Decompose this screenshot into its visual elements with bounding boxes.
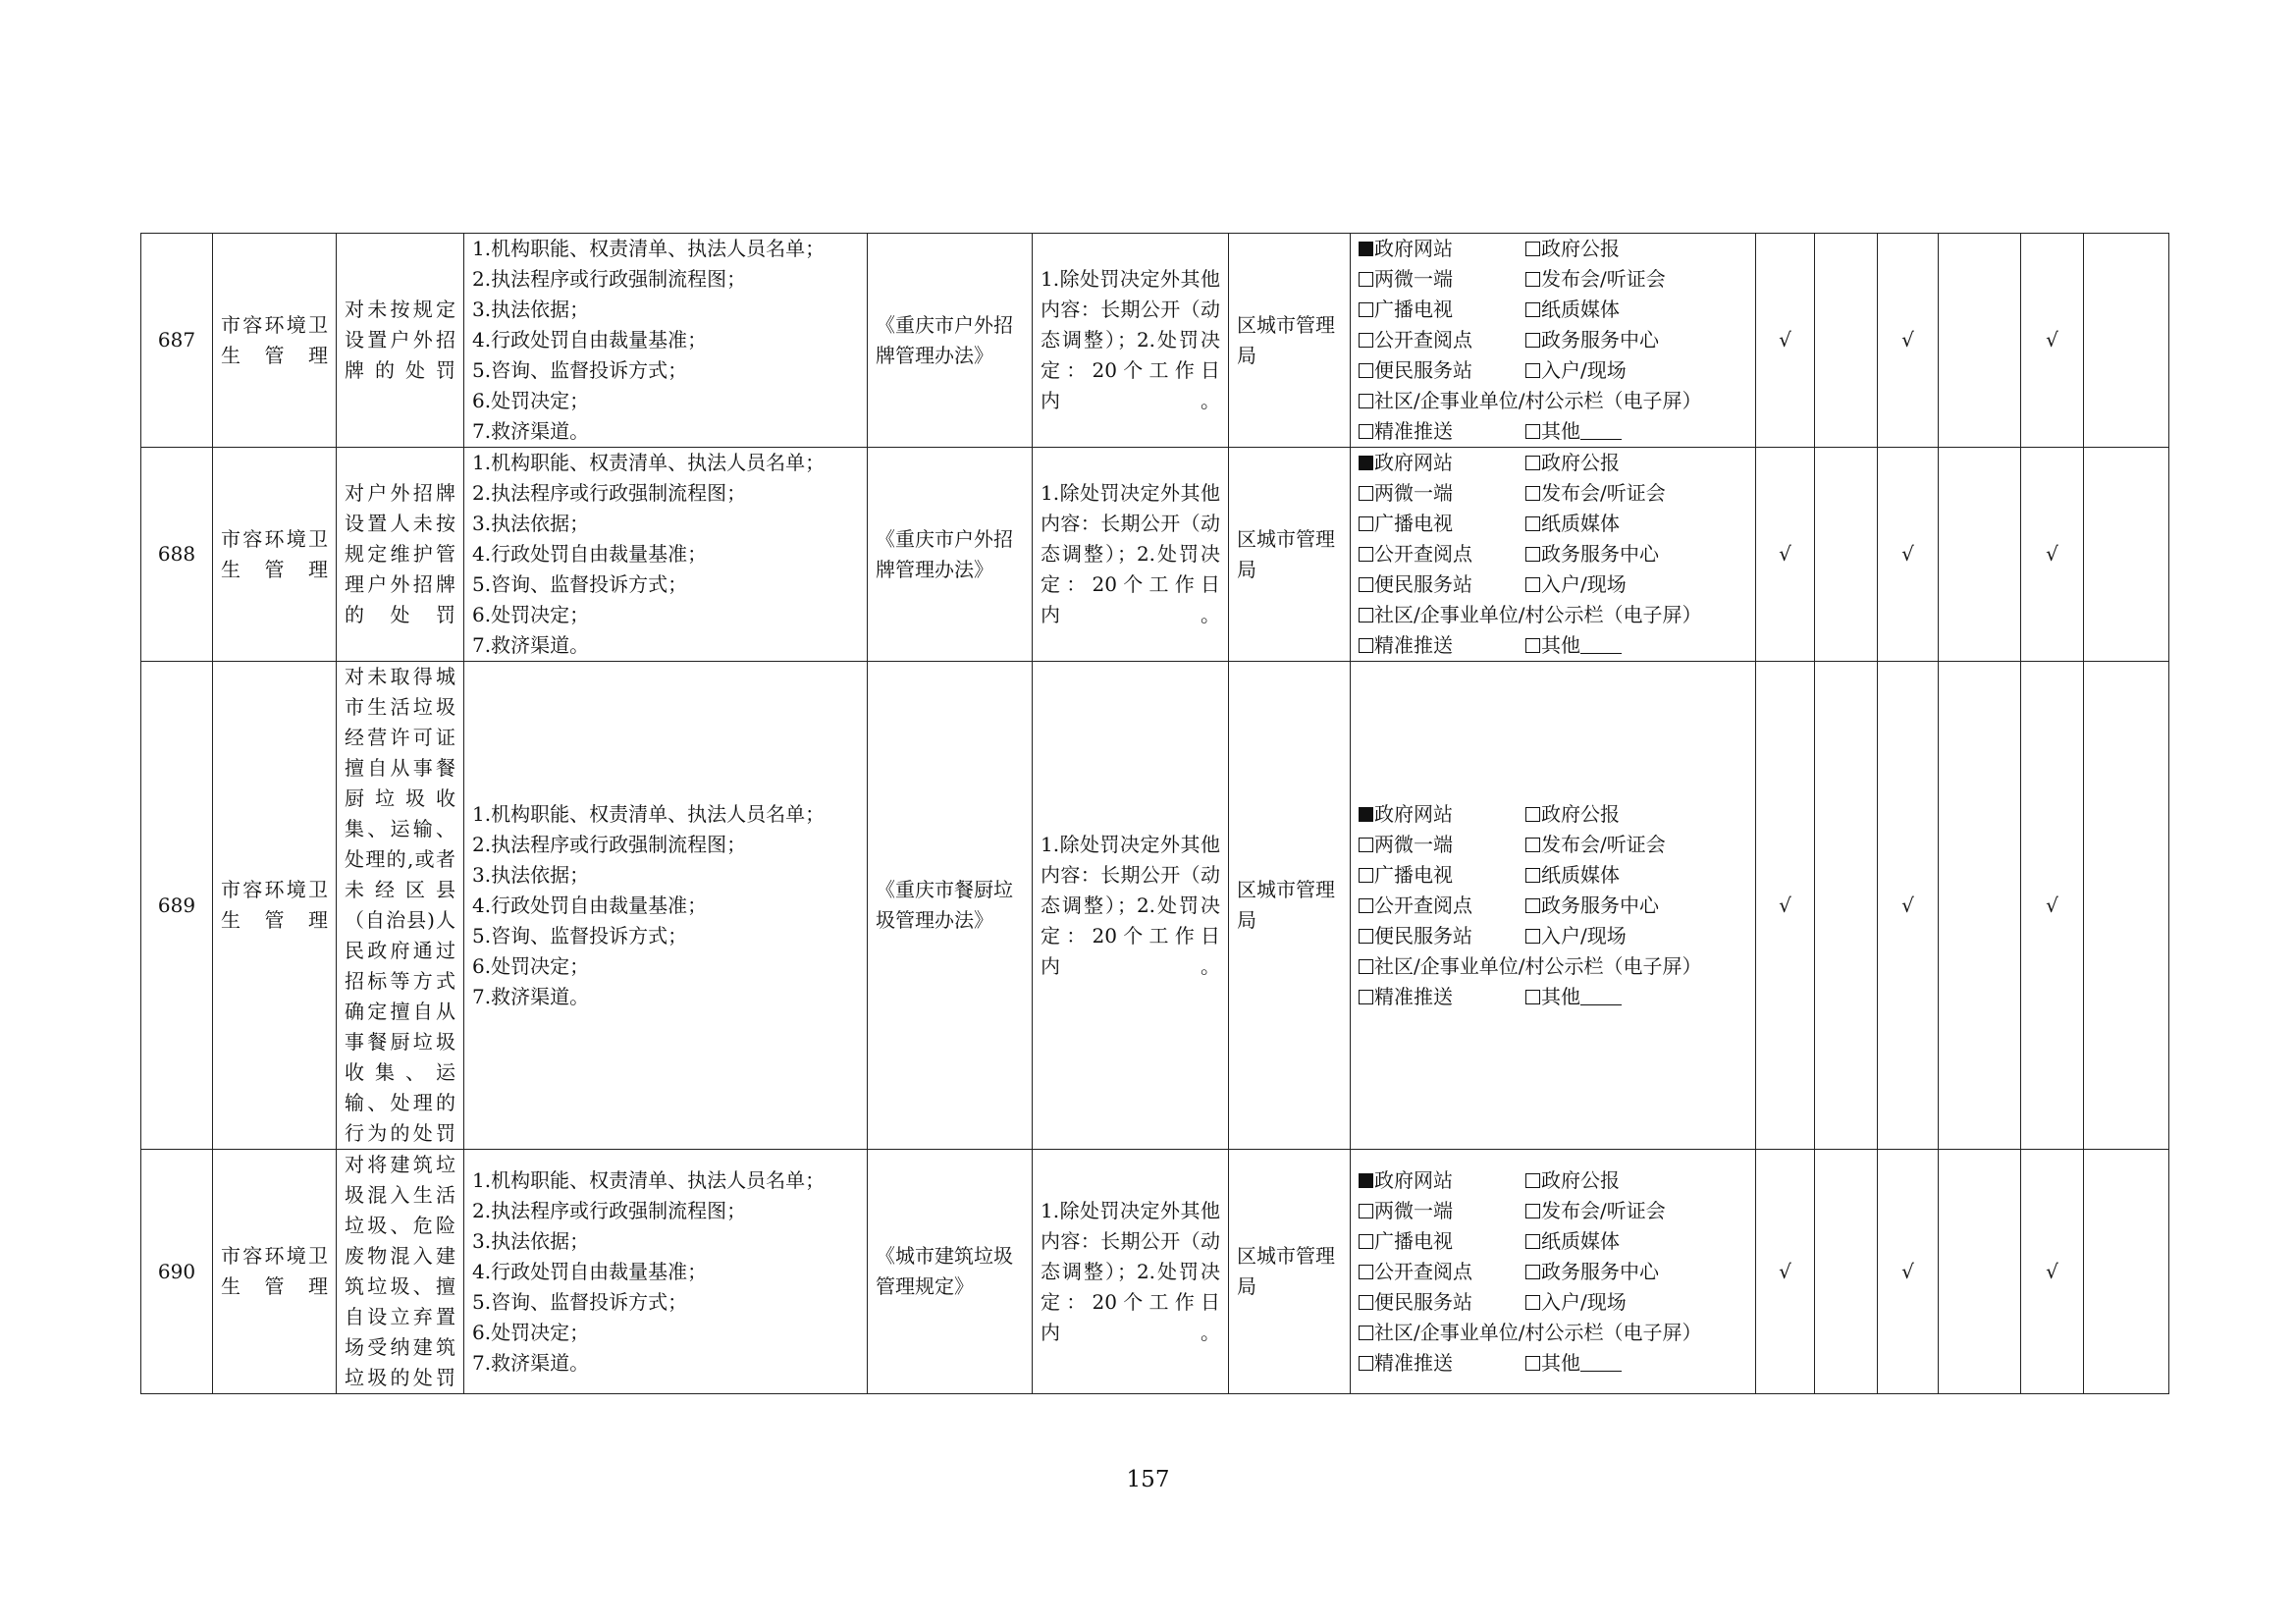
channel-label: 广播电视	[1374, 1228, 1453, 1253]
channel-label: 入户/现场	[1541, 358, 1627, 382]
check-cell: √	[1756, 1150, 1815, 1394]
channel-option	[1359, 569, 1525, 600]
channel-option	[1525, 860, 1732, 891]
content-line: 2.执法程序或行政强制流程图；	[472, 832, 747, 856]
channel-label: 政务服务中心	[1541, 328, 1659, 352]
unchecked-box-icon	[1525, 302, 1540, 317]
channel-option	[1359, 799, 1525, 830]
unchecked-box-icon	[1359, 424, 1373, 439]
item-cell: 对未取得城市生活垃圾经营许可证擅自从事餐厨垃圾收集、运输、处理的,或者未经区县（自治县)人民政府通过招标等方式确定擅自从事餐厨垃圾收集、运输、处理的行为的处罚	[337, 662, 464, 1150]
unchecked-box-icon	[1359, 959, 1373, 974]
content-line: 7.救济渠道。	[472, 633, 590, 657]
category-cell: 市容环境卫生管理	[213, 1150, 337, 1394]
content-line: 6.处罚决定；	[472, 1320, 590, 1344]
unchecked-box-icon	[1525, 868, 1540, 883]
content-line: 4.行政处罚自由裁量基准；	[472, 1259, 708, 1283]
channel-option	[1359, 295, 1525, 325]
channel-label: 社区/企事业单位/村公示栏（电子屏）	[1374, 1320, 1702, 1344]
channel-option	[1525, 830, 1732, 860]
basis-cell: 《重庆市户外招牌管理办法》	[868, 448, 1033, 662]
timeline-cell: 1.除处罚决定外其他内容：长期公开（动态调整）；2.处罚决定：20个工作日内。	[1033, 662, 1229, 1150]
unchecked-box-icon	[1359, 1295, 1373, 1310]
blank-line	[1580, 635, 1622, 654]
channel-label: 便民服务站	[1374, 358, 1472, 382]
item-cell: 对户外招牌设置人未按规定维护管理户外招牌的处罚	[337, 448, 464, 662]
content-line: 2.执法程序或行政强制流程图；	[472, 1198, 747, 1222]
content-line: 7.救济渠道。	[472, 419, 590, 443]
check-cell	[1939, 448, 2021, 662]
channel-label: 社区/企事业单位/村公示栏（电子屏）	[1374, 389, 1702, 412]
channel-option	[1525, 539, 1732, 569]
channel-label: 社区/企事业单位/村公示栏（电子屏）	[1374, 953, 1702, 978]
check-cell: √	[1878, 662, 1939, 1150]
check-cell: √	[1756, 448, 1815, 662]
channel-label: 发布会/听证会	[1541, 267, 1666, 291]
check-cell	[2084, 234, 2169, 448]
unchecked-box-icon	[1359, 272, 1373, 287]
timeline-cell: 1.除处罚决定外其他内容：长期公开（动态调整）；2.处罚决定：20个工作日内。	[1033, 448, 1229, 662]
unchecked-box-icon	[1525, 1356, 1540, 1371]
channel-label: 政府网站	[1374, 237, 1453, 260]
content-line: 7.救济渠道。	[472, 1350, 590, 1375]
row-number: 690	[141, 1150, 213, 1394]
content-cell	[464, 448, 868, 662]
channel-option	[1359, 448, 1525, 478]
channel-label: 广播电视	[1374, 862, 1453, 887]
channel-label: 其他	[1541, 633, 1580, 657]
unchecked-box-icon	[1525, 1204, 1540, 1218]
channel-label: 发布会/听证会	[1541, 481, 1666, 505]
channel-option	[1359, 1348, 1525, 1379]
subject-cell: 区城市管理局	[1229, 234, 1351, 448]
channel-label: 政府公报	[1541, 1167, 1620, 1192]
channel-option	[1525, 355, 1732, 386]
channel-option	[1359, 1226, 1525, 1257]
unchecked-box-icon	[1359, 1265, 1373, 1279]
channel-label: 纸质媒体	[1541, 298, 1620, 321]
channel-option	[1359, 830, 1525, 860]
table-row	[141, 662, 2169, 1150]
channel-option	[1525, 799, 1732, 830]
item-cell: 对未按规定设置户外招牌的处罚	[337, 234, 464, 448]
unchecked-box-icon	[1359, 394, 1373, 408]
check-cell	[1815, 662, 1878, 1150]
timeline-cell: 1.除处罚决定外其他内容：长期公开（动态调整）；2.处罚决定：20个工作日内。	[1033, 234, 1229, 448]
channel-label: 纸质媒体	[1541, 1228, 1620, 1253]
channel-options	[1359, 799, 1747, 1012]
channel-label: 精准推送	[1374, 633, 1453, 657]
channel-label: 精准推送	[1374, 419, 1453, 443]
channel-option	[1525, 630, 1732, 661]
channel-option	[1359, 630, 1525, 661]
channel-option	[1359, 478, 1525, 509]
channel-options	[1359, 448, 1747, 661]
unchecked-box-icon	[1359, 929, 1373, 944]
channel-label: 便民服务站	[1374, 923, 1472, 947]
channel-label: 两微一端	[1374, 481, 1453, 505]
channel-label: 便民服务站	[1374, 572, 1472, 596]
content-line: 1.机构职能、权责清单、执法人员名单；	[472, 801, 826, 826]
content-line: 2.执法程序或行政强制流程图；	[472, 481, 747, 505]
channel-option	[1525, 1196, 1732, 1226]
channels-cell	[1351, 662, 1756, 1150]
category-cell: 市容环境卫生管理	[213, 448, 337, 662]
check-cell: √	[1756, 662, 1815, 1150]
unchecked-box-icon	[1359, 577, 1373, 592]
channel-option	[1359, 921, 1525, 951]
unchecked-box-icon	[1525, 929, 1540, 944]
unchecked-box-icon	[1359, 516, 1373, 531]
channel-label: 社区/企事业单位/村公示栏（电子屏）	[1374, 603, 1702, 626]
channel-label: 其他	[1541, 1350, 1580, 1375]
channel-option	[1525, 891, 1732, 921]
channel-option	[1359, 509, 1525, 539]
timeline-cell: 1.除处罚决定外其他内容：长期公开（动态调整）；2.处罚决定：20个工作日内。	[1033, 1150, 1229, 1394]
check-cell	[1939, 662, 2021, 1150]
unchecked-box-icon	[1359, 638, 1373, 653]
channel-label: 广播电视	[1374, 512, 1453, 535]
channel-label: 入户/现场	[1541, 923, 1627, 947]
channel-option	[1525, 325, 1732, 355]
content-line: 5.咨询、监督投诉方式；	[472, 572, 688, 596]
content-line: 6.处罚决定；	[472, 389, 590, 412]
row-number: 688	[141, 448, 213, 662]
check-cell	[2084, 448, 2169, 662]
content-line: 3.执法依据；	[472, 862, 590, 887]
subject-cell: 区城市管理局	[1229, 1150, 1351, 1394]
category-cell: 市容环境卫生管理	[213, 662, 337, 1150]
unchecked-box-icon	[1525, 1173, 1540, 1188]
channels-cell	[1351, 234, 1756, 448]
blank-line	[1580, 987, 1622, 1005]
channel-label: 公开查阅点	[1374, 328, 1472, 352]
unchecked-box-icon	[1359, 1234, 1373, 1249]
unchecked-box-icon	[1525, 1265, 1540, 1279]
unchecked-box-icon	[1359, 333, 1373, 348]
channel-option	[1525, 921, 1732, 951]
check-cell: √	[2021, 1150, 2084, 1394]
channels-cell	[1351, 448, 1756, 662]
channel-label: 两微一端	[1374, 1198, 1453, 1222]
check-cell: √	[1878, 448, 1939, 662]
channel-option	[1359, 600, 1732, 630]
channel-option	[1525, 569, 1732, 600]
check-cell	[1815, 1150, 1878, 1394]
channel-label: 其他	[1541, 984, 1580, 1008]
channel-label: 政府公报	[1541, 801, 1620, 826]
unchecked-box-icon	[1525, 424, 1540, 439]
channel-label: 政府网站	[1374, 451, 1453, 474]
unchecked-box-icon	[1359, 302, 1373, 317]
unchecked-box-icon	[1359, 608, 1373, 623]
check-cell: √	[1878, 1150, 1939, 1394]
channel-options	[1359, 1165, 1747, 1379]
content-line: 4.行政处罚自由裁量基准；	[472, 328, 708, 352]
channel-option	[1359, 1287, 1525, 1318]
unchecked-box-icon	[1359, 1326, 1373, 1340]
check-cell	[1939, 1150, 2021, 1394]
content-line: 6.处罚决定；	[472, 953, 590, 978]
check-cell: √	[1878, 234, 1939, 448]
unchecked-box-icon	[1525, 838, 1540, 852]
channel-option	[1359, 325, 1525, 355]
unchecked-box-icon	[1525, 638, 1540, 653]
channel-label: 发布会/听证会	[1541, 1198, 1666, 1222]
content-line: 3.执法依据；	[472, 298, 590, 321]
channel-label: 政府网站	[1374, 801, 1453, 826]
channel-label: 纸质媒体	[1541, 862, 1620, 887]
content-line: 1.机构职能、权责清单、执法人员名单；	[472, 451, 826, 474]
unchecked-box-icon	[1525, 577, 1540, 592]
row-number: 689	[141, 662, 213, 1150]
row-number: 687	[141, 234, 213, 448]
unchecked-box-icon	[1525, 272, 1540, 287]
channel-label: 入户/现场	[1541, 572, 1627, 596]
channel-label: 其他	[1541, 419, 1580, 443]
channel-label: 入户/现场	[1541, 1289, 1627, 1314]
channel-option	[1525, 1165, 1732, 1196]
unchecked-box-icon	[1525, 242, 1540, 256]
channel-option	[1525, 234, 1732, 264]
unchecked-box-icon	[1525, 456, 1540, 470]
unchecked-box-icon	[1359, 868, 1373, 883]
channel-label: 政务服务中心	[1541, 542, 1659, 566]
checked-box-icon	[1359, 456, 1373, 470]
unchecked-box-icon	[1359, 486, 1373, 501]
item-cell: 对将建筑垃圾混入生活垃圾、危险废物混入建筑垃圾、擅自设立弃置场受纳建筑垃圾的处罚	[337, 1150, 464, 1394]
channel-label: 广播电视	[1374, 298, 1453, 321]
unchecked-box-icon	[1525, 990, 1540, 1004]
unchecked-box-icon	[1359, 898, 1373, 913]
channel-option	[1525, 1257, 1732, 1287]
channel-option	[1525, 478, 1732, 509]
unchecked-box-icon	[1525, 807, 1540, 822]
content-cell	[464, 234, 868, 448]
basis-cell: 《重庆市户外招牌管理办法》	[868, 234, 1033, 448]
channel-option	[1359, 355, 1525, 386]
table-row	[141, 1150, 2169, 1394]
channel-label: 公开查阅点	[1374, 893, 1472, 917]
channel-label: 政府网站	[1374, 1167, 1453, 1192]
unchecked-box-icon	[1525, 1295, 1540, 1310]
content-line: 5.咨询、监督投诉方式；	[472, 923, 688, 947]
subject-cell: 区城市管理局	[1229, 448, 1351, 662]
unchecked-box-icon	[1525, 898, 1540, 913]
unchecked-box-icon	[1525, 1234, 1540, 1249]
content-line: 1.机构职能、权责清单、执法人员名单；	[472, 237, 826, 260]
unchecked-box-icon	[1525, 547, 1540, 562]
table-row	[141, 234, 2169, 448]
basis-cell: 《城市建筑垃圾管理规定》	[868, 1150, 1033, 1394]
subject-cell: 区城市管理局	[1229, 662, 1351, 1150]
channel-option	[1525, 1348, 1732, 1379]
basis-cell: 《重庆市餐厨垃圾管理办法》	[868, 662, 1033, 1150]
unchecked-box-icon	[1359, 1204, 1373, 1218]
content-line: 2.执法程序或行政强制流程图；	[472, 267, 747, 291]
checked-box-icon	[1359, 807, 1373, 822]
check-cell: √	[2021, 448, 2084, 662]
blank-line	[1580, 1353, 1622, 1372]
checked-box-icon	[1359, 1173, 1373, 1188]
channel-label: 精准推送	[1374, 984, 1453, 1008]
check-cell: √	[2021, 234, 2084, 448]
content-line: 4.行政处罚自由裁量基准；	[472, 542, 708, 566]
channel-option	[1525, 1287, 1732, 1318]
channels-cell	[1351, 1150, 1756, 1394]
channel-option	[1359, 386, 1732, 416]
channel-label: 便民服务站	[1374, 1289, 1472, 1314]
unchecked-box-icon	[1359, 1356, 1373, 1371]
disclosure-table	[140, 233, 2169, 1394]
category-cell: 市容环境卫生管理	[213, 234, 337, 448]
channel-label: 公开查阅点	[1374, 1259, 1472, 1283]
unchecked-box-icon	[1525, 516, 1540, 531]
channel-option	[1359, 860, 1525, 891]
table-row	[141, 448, 2169, 662]
channel-label: 精准推送	[1374, 1350, 1453, 1375]
content-line: 5.咨询、监督投诉方式；	[472, 1289, 688, 1314]
channel-label: 纸质媒体	[1541, 512, 1620, 535]
content-line: 5.咨询、监督投诉方式；	[472, 358, 688, 382]
channel-option	[1359, 234, 1525, 264]
unchecked-box-icon	[1359, 363, 1373, 378]
channel-option	[1359, 264, 1525, 295]
check-cell: √	[2021, 662, 2084, 1150]
unchecked-box-icon	[1359, 547, 1373, 562]
channel-option	[1525, 509, 1732, 539]
channel-option	[1359, 1318, 1732, 1348]
unchecked-box-icon	[1359, 990, 1373, 1004]
channel-label: 发布会/听证会	[1541, 832, 1666, 856]
channel-label: 政府公报	[1541, 451, 1620, 474]
content-cell	[464, 662, 868, 1150]
unchecked-box-icon	[1525, 333, 1540, 348]
unchecked-box-icon	[1525, 363, 1540, 378]
content-line: 7.救济渠道。	[472, 984, 590, 1008]
page-number: 157	[1126, 1467, 1170, 1492]
unchecked-box-icon	[1359, 838, 1373, 852]
channel-label: 公开查阅点	[1374, 542, 1472, 566]
channel-option	[1525, 448, 1732, 478]
content-line: 1.机构职能、权责清单、执法人员名单；	[472, 1167, 826, 1192]
content-line: 3.执法依据；	[472, 1228, 590, 1253]
content-line: 6.处罚决定；	[472, 603, 590, 626]
check-cell	[1939, 234, 2021, 448]
channel-option	[1359, 416, 1525, 447]
channel-option	[1359, 1165, 1525, 1196]
content-line: 4.行政处罚自由裁量基准；	[472, 893, 708, 917]
blank-line	[1580, 421, 1622, 440]
channel-option	[1359, 891, 1525, 921]
channel-label: 政务服务中心	[1541, 893, 1659, 917]
content-cell	[464, 1150, 868, 1394]
channel-label: 两微一端	[1374, 832, 1453, 856]
check-cell: √	[1756, 234, 1815, 448]
channel-option	[1525, 264, 1732, 295]
check-cell	[2084, 1150, 2169, 1394]
channel-label: 两微一端	[1374, 267, 1453, 291]
channel-options	[1359, 234, 1747, 447]
check-cell	[2084, 662, 2169, 1150]
channel-option	[1359, 1196, 1525, 1226]
channel-option	[1525, 295, 1732, 325]
channel-option	[1359, 1257, 1525, 1287]
content-line: 3.执法依据；	[472, 512, 590, 535]
channel-label: 政务服务中心	[1541, 1259, 1659, 1283]
check-cell	[1815, 234, 1878, 448]
channel-option	[1525, 1226, 1732, 1257]
channel-option	[1359, 539, 1525, 569]
channel-option	[1525, 982, 1732, 1012]
checked-box-icon	[1359, 242, 1373, 256]
channel-label: 政府公报	[1541, 237, 1620, 260]
unchecked-box-icon	[1525, 486, 1540, 501]
check-cell	[1815, 448, 1878, 662]
channel-option	[1359, 982, 1525, 1012]
channel-option	[1525, 416, 1732, 447]
channel-option	[1359, 951, 1732, 982]
